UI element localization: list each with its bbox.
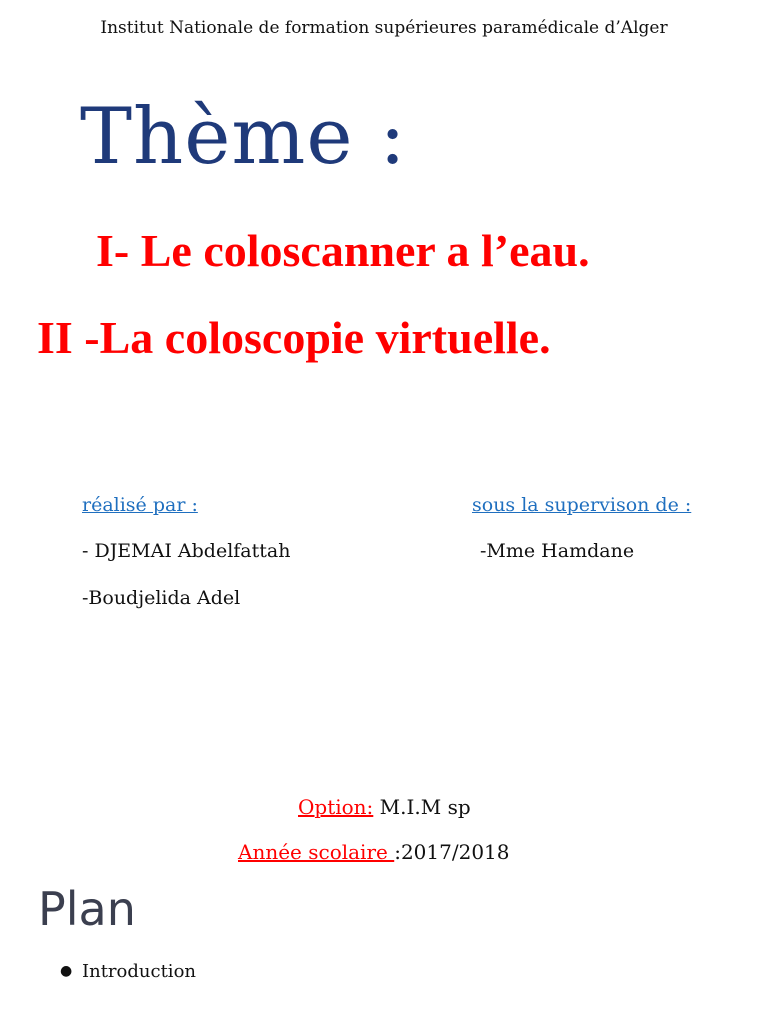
list-item — [60, 961, 196, 982]
option-value: M.I.M sp — [373, 795, 471, 819]
supervision-label: sous la supervison de : — [472, 494, 692, 516]
school-year-row — [238, 840, 510, 864]
plan-list — [60, 961, 196, 982]
plan-heading: Plan — [38, 882, 136, 936]
theme-heading: Thème : — [80, 92, 407, 182]
school-year-label: Année scolaire — [238, 840, 395, 864]
school-year-value: :2017/2018 — [394, 840, 510, 864]
author-name: - DJEMAI Abdelfattah — [82, 540, 291, 562]
realised-by-label: réalisé par : — [82, 494, 198, 516]
institution-header: Institut Nationale de formation supérieures paramédicale d’Alger — [100, 18, 668, 38]
subtitle-coloscanner: I- Le coloscanner a l’eau. — [96, 225, 590, 276]
option-row — [298, 795, 471, 819]
plan-item-label: Introduction — [82, 961, 196, 982]
bullet-icon: ● — [60, 963, 73, 979]
subtitle-coloscopie: II -La coloscopie virtuelle. — [37, 312, 551, 363]
option-label: Option: — [298, 795, 374, 819]
supervisor-name: -Mme Hamdane — [480, 540, 635, 562]
author-name: -Boudjelida Adel — [82, 587, 241, 609]
